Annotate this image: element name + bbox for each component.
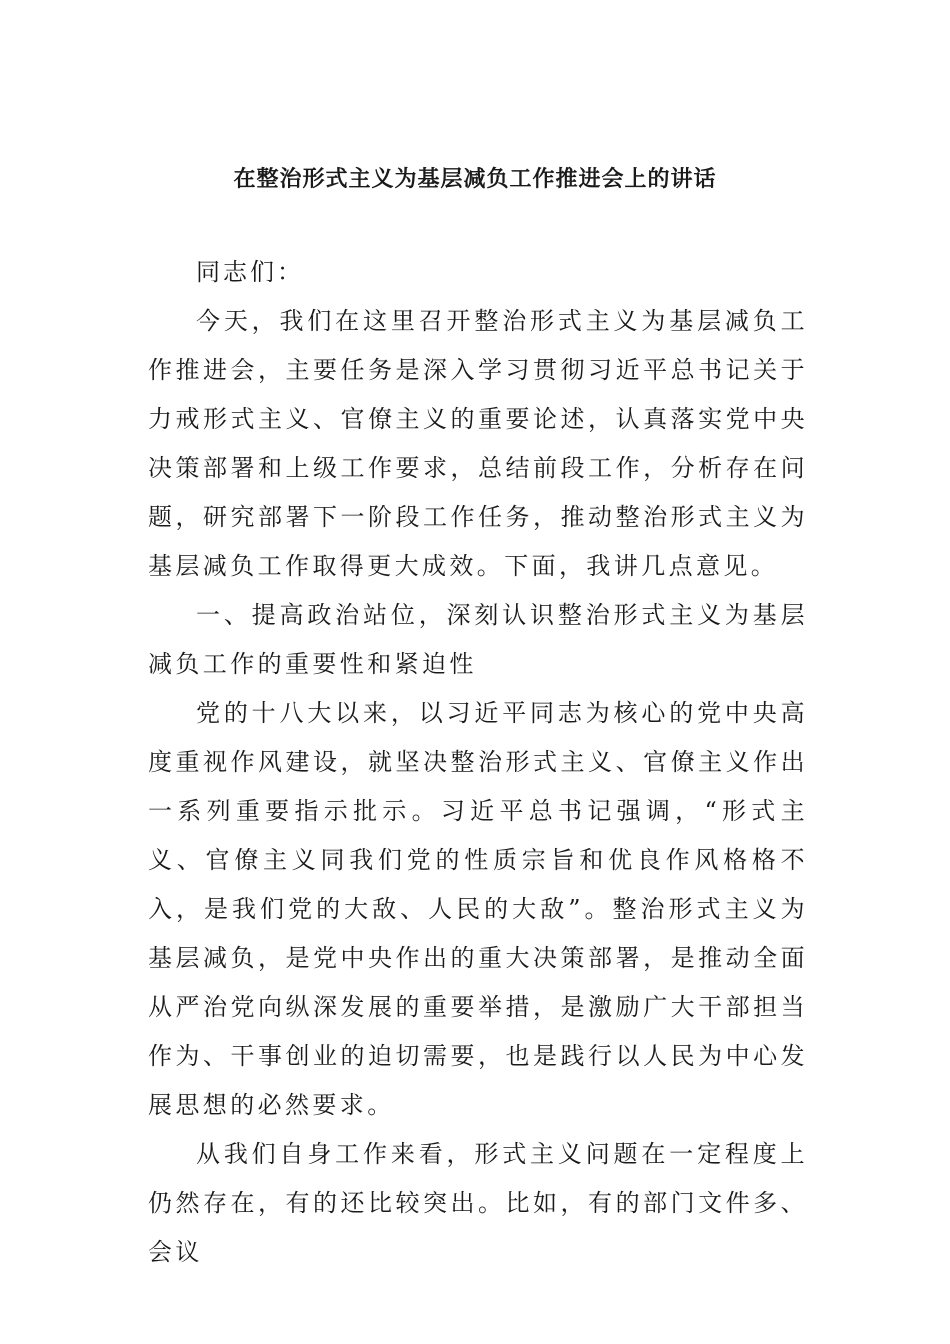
paragraph-opening: 今天，我们在这里召开整治形式主义为基层减负工作推进会，主要任务是深入学习贯彻习近平总书记关于力戒形式主义、官僚主义的重要论述，认真落实党中央决策部署和上级工作要求，总结前段工作，分析存在问题，研究部署下一阶段工作任务，推动整治形式主义为基层减负工作取得更大成效。下面，我讲几点意见。 (148, 307, 808, 580)
paragraph-current-issues: 从我们自身工作来看，形式主义问题在一定程度上仍然存在，有的还比较突出。比如，有的部门文件多、会议 (148, 1140, 808, 1266)
salutation: 同志们： (196, 258, 304, 286)
section-heading-1: 一、提高政治站位，深刻认识整治形式主义为基层减负工作的重要性和紧迫性 (148, 601, 808, 678)
document-body (148, 248, 808, 1277)
document-title: 在整治形式主义为基层减负工作推进会上的讲话 (233, 167, 717, 192)
paragraph-background: 党的十八大以来，以习近平同志为核心的党中央高度重视作风建设，就坚决整治形式主义、官僚主义作出一系列重要指示批示。习近平总书记强调，“形式主义、官僚主义同我们党的性质宗旨和优良作风格格不入，是我们党的大敌、人民的大敌”。整治形式主义为基层减负，是党中央作出的重大决策部署，是推动全面从严治党向纵深发展的重要举措，是激励广大干部担当作为、干事创业的迫切需要，也是践行以人民为中心发展思想的必然要求。 (148, 699, 808, 1119)
